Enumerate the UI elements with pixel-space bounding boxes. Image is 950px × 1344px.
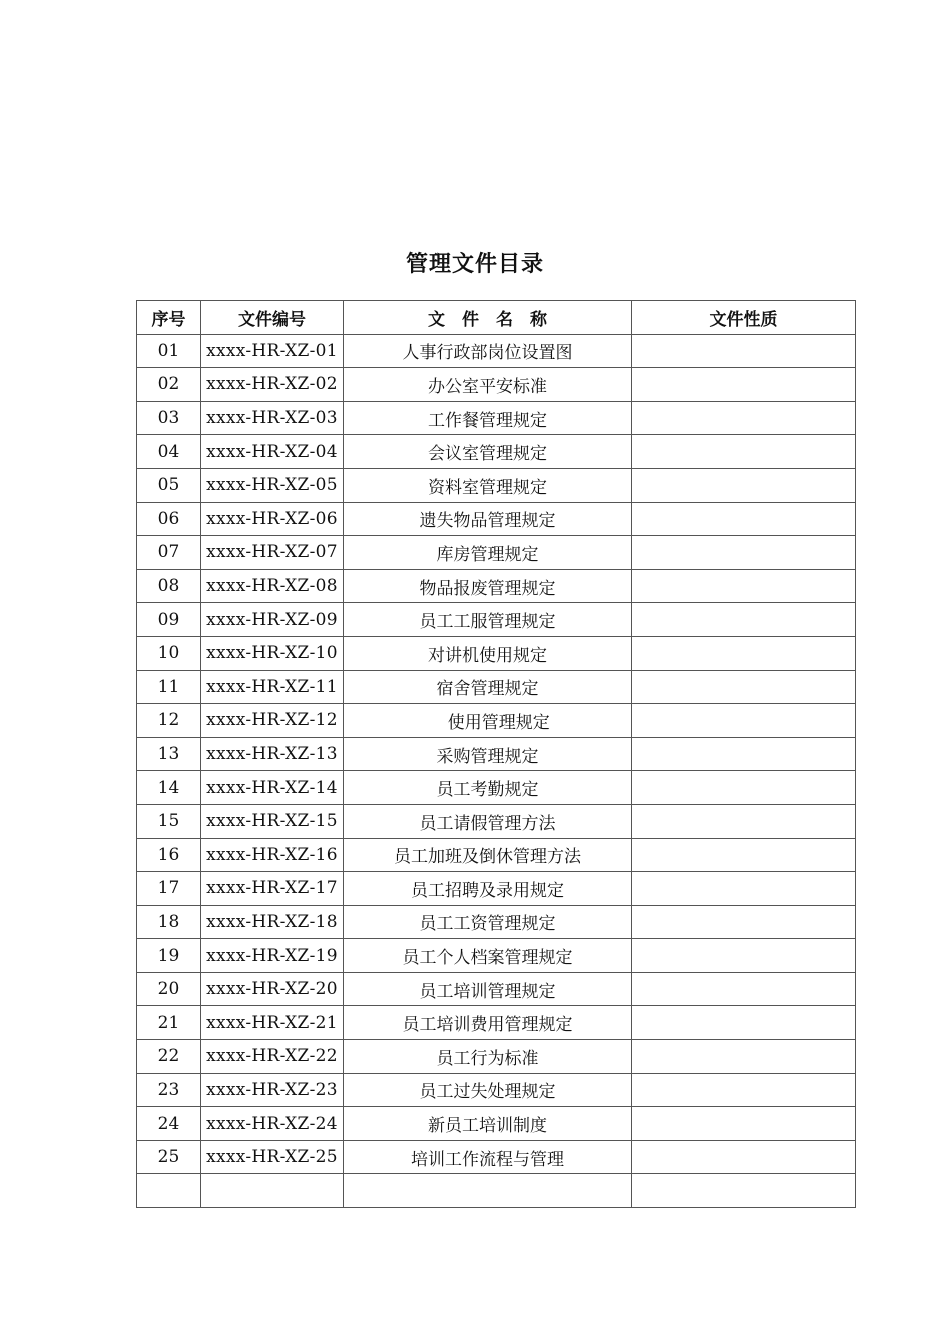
table-row [137, 771, 856, 805]
row-seq-cell: 18 [137, 905, 201, 939]
row-name-cell: 会议室管理规定 [344, 435, 632, 469]
row-nature-cell [632, 569, 856, 603]
row-code-cell: xxxx-HR-XZ-21 [201, 1006, 344, 1040]
row-name-cell: 员工请假管理方法 [344, 804, 632, 838]
row-code-cell: xxxx-HR-XZ-14 [201, 771, 344, 805]
row-name-cell: 培训工作流程与管理 [344, 1140, 632, 1174]
row-name-cell: 采购管理规定 [344, 737, 632, 771]
row-nature-cell [632, 1107, 856, 1141]
row-name-cell: 员工加班及倒休管理方法 [344, 838, 632, 872]
row-seq-cell: 24 [137, 1107, 201, 1141]
row-seq-cell: 15 [137, 804, 201, 838]
row-name-cell: 使用管理规定 [344, 704, 632, 738]
row-name-cell: 人事行政部岗位设置图 [344, 334, 632, 368]
row-seq-cell [137, 1174, 201, 1208]
row-nature-cell [632, 334, 856, 368]
row-nature-cell [632, 603, 856, 637]
row-code-cell: xxxx-HR-XZ-02 [201, 368, 344, 402]
row-code-cell: xxxx-HR-XZ-09 [201, 603, 344, 637]
row-seq-cell: 10 [137, 636, 201, 670]
table-row [137, 972, 856, 1006]
table-row [137, 704, 856, 738]
header-nature: 文件性质 [632, 301, 856, 335]
table-row [137, 569, 856, 603]
row-name-cell: 宿舍管理规定 [344, 670, 632, 704]
row-nature-cell [632, 1006, 856, 1040]
row-nature-cell [632, 872, 856, 906]
row-nature-cell [632, 468, 856, 502]
row-seq-cell: 13 [137, 737, 201, 771]
row-nature-cell [632, 771, 856, 805]
table-row [137, 334, 856, 368]
table-row [137, 1040, 856, 1074]
header-code: 文件编号 [201, 301, 344, 335]
row-code-cell: xxxx-HR-XZ-05 [201, 468, 344, 502]
row-code-cell: xxxx-HR-XZ-10 [201, 636, 344, 670]
row-code-cell: xxxx-HR-XZ-11 [201, 670, 344, 704]
row-name-cell: 员工行为标准 [344, 1040, 632, 1074]
row-nature-cell [632, 435, 856, 469]
row-nature-cell [632, 401, 856, 435]
row-name-cell: 员工培训管理规定 [344, 972, 632, 1006]
row-seq-cell: 03 [137, 401, 201, 435]
row-seq-cell: 01 [137, 334, 201, 368]
row-seq-cell: 16 [137, 838, 201, 872]
row-name-cell: 新员工培训制度 [344, 1107, 632, 1141]
table-header-row [137, 301, 856, 335]
row-name-cell [344, 1174, 632, 1208]
page-title: 管理文件目录 [405, 252, 544, 277]
row-nature-cell [632, 804, 856, 838]
row-code-cell: xxxx-HR-XZ-23 [201, 1073, 344, 1107]
table-body [137, 334, 856, 1207]
row-seq-cell: 08 [137, 569, 201, 603]
row-name-cell: 员工个人档案管理规定 [344, 939, 632, 973]
header-seq: 序号 [137, 301, 201, 335]
row-name-cell: 遗失物品管理规定 [344, 502, 632, 536]
table-row [137, 636, 856, 670]
row-code-cell: xxxx-HR-XZ-07 [201, 536, 344, 570]
table-row [137, 1073, 856, 1107]
row-code-cell: xxxx-HR-XZ-03 [201, 401, 344, 435]
row-name-cell: 工作餐管理规定 [344, 401, 632, 435]
table-row [137, 603, 856, 637]
row-name-cell: 员工招聘及录用规定 [344, 872, 632, 906]
row-name-cell: 员工过失处理规定 [344, 1073, 632, 1107]
row-name-cell: 员工培训费用管理规定 [344, 1006, 632, 1040]
table-row [137, 737, 856, 771]
document-index-table [136, 300, 856, 1208]
row-name-cell: 对讲机使用规定 [344, 636, 632, 670]
row-nature-cell [632, 1073, 856, 1107]
row-seq-cell: 22 [137, 1040, 201, 1074]
row-seq-cell: 11 [137, 670, 201, 704]
header-name: 文 件 名 称 [344, 301, 632, 335]
row-name-cell: 员工考勤规定 [344, 771, 632, 805]
table-row [137, 536, 856, 570]
row-name-cell: 物品报废管理规定 [344, 569, 632, 603]
table-row [137, 435, 856, 469]
table-row [137, 804, 856, 838]
table-row [137, 401, 856, 435]
row-seq-cell: 21 [137, 1006, 201, 1040]
row-code-cell: xxxx-HR-XZ-01 [201, 334, 344, 368]
row-seq-cell: 05 [137, 468, 201, 502]
row-seq-cell: 07 [137, 536, 201, 570]
row-nature-cell [632, 1040, 856, 1074]
row-seq-cell: 12 [137, 704, 201, 738]
row-nature-cell [632, 1140, 856, 1174]
row-code-cell: xxxx-HR-XZ-12 [201, 704, 344, 738]
row-code-cell: xxxx-HR-XZ-15 [201, 804, 344, 838]
row-nature-cell [632, 838, 856, 872]
row-name-cell: 资料室管理规定 [344, 468, 632, 502]
row-name-cell: 员工工资管理规定 [344, 905, 632, 939]
table-row [137, 502, 856, 536]
row-code-cell: xxxx-HR-XZ-08 [201, 569, 344, 603]
table-row [137, 838, 856, 872]
table-row [137, 1174, 856, 1208]
row-seq-cell: 04 [137, 435, 201, 469]
table-row [137, 1006, 856, 1040]
row-name-cell: 库房管理规定 [344, 536, 632, 570]
row-nature-cell [632, 737, 856, 771]
row-nature-cell [632, 939, 856, 973]
table-row [137, 905, 856, 939]
row-code-cell: xxxx-HR-XZ-04 [201, 435, 344, 469]
table-row [137, 872, 856, 906]
row-nature-cell [632, 636, 856, 670]
row-seq-cell: 14 [137, 771, 201, 805]
row-nature-cell [632, 905, 856, 939]
row-code-cell: xxxx-HR-XZ-22 [201, 1040, 344, 1074]
row-nature-cell [632, 704, 856, 738]
table-row [137, 939, 856, 973]
table-row [137, 468, 856, 502]
row-seq-cell: 06 [137, 502, 201, 536]
row-seq-cell: 17 [137, 872, 201, 906]
row-seq-cell: 23 [137, 1073, 201, 1107]
row-nature-cell [632, 368, 856, 402]
row-code-cell: xxxx-HR-XZ-17 [201, 872, 344, 906]
row-nature-cell [632, 536, 856, 570]
row-code-cell: xxxx-HR-XZ-13 [201, 737, 344, 771]
row-code-cell: xxxx-HR-XZ-16 [201, 838, 344, 872]
row-nature-cell [632, 1174, 856, 1208]
row-seq-cell: 20 [137, 972, 201, 1006]
table-row [137, 670, 856, 704]
row-seq-cell: 09 [137, 603, 201, 637]
table-row [137, 368, 856, 402]
row-code-cell: xxxx-HR-XZ-24 [201, 1107, 344, 1141]
row-seq-cell: 25 [137, 1140, 201, 1174]
row-code-cell: xxxx-HR-XZ-18 [201, 905, 344, 939]
row-code-cell: xxxx-HR-XZ-06 [201, 502, 344, 536]
row-nature-cell [632, 670, 856, 704]
row-seq-cell: 02 [137, 368, 201, 402]
row-nature-cell [632, 972, 856, 1006]
row-name-cell: 办公室平安标准 [344, 368, 632, 402]
row-code-cell [201, 1174, 344, 1208]
row-code-cell: xxxx-HR-XZ-19 [201, 939, 344, 973]
table-row [137, 1140, 856, 1174]
row-name-cell: 员工工服管理规定 [344, 603, 632, 637]
row-seq-cell: 19 [137, 939, 201, 973]
row-code-cell: xxxx-HR-XZ-25 [201, 1140, 344, 1174]
row-code-cell: xxxx-HR-XZ-20 [201, 972, 344, 1006]
table-row [137, 1107, 856, 1141]
row-nature-cell [632, 502, 856, 536]
